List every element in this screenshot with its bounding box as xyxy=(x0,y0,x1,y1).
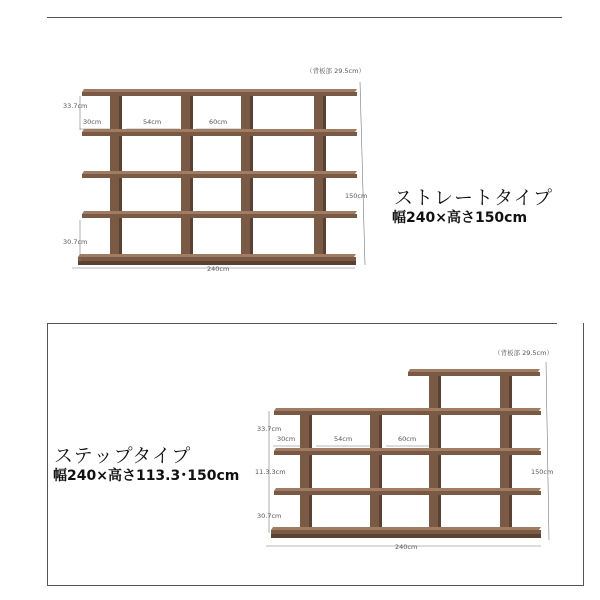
step-base-board xyxy=(271,530,541,534)
step-w54-label: 54cm xyxy=(334,435,353,443)
step-shelf-board-3 xyxy=(274,451,541,455)
straight-shelf-gap-label: 33.7cm xyxy=(63,102,88,110)
step-title: ステップタイプ xyxy=(54,445,192,467)
step-height-low-label: 11.3.3cm xyxy=(255,468,286,476)
step-post-2-side xyxy=(379,413,382,535)
step-shelf-board-2 xyxy=(274,411,541,415)
straight-bottom-gap-label: 30.7cm xyxy=(63,238,88,246)
step-shelf-board-2-top xyxy=(274,408,541,411)
step-shelf-board-1-top xyxy=(408,369,540,372)
straight-w54-label: 54cm xyxy=(143,118,162,126)
step-back-label: （背板部 29.5cm） xyxy=(494,349,553,357)
step-base-edge xyxy=(271,534,541,538)
straight-height-label: 150cm xyxy=(345,192,368,200)
step-shelf-gap-label: 33.7cm xyxy=(257,425,282,433)
step-shelf-board-4-top xyxy=(274,488,541,491)
step-size: 幅240×高さ113.3･150cm xyxy=(53,468,240,484)
step-post-1-side xyxy=(309,413,312,535)
step-height-label: 150cm xyxy=(531,468,554,476)
step-base-board-top xyxy=(271,527,541,530)
step-shelf-board-1 xyxy=(408,372,540,376)
step-shelf-board-3-top xyxy=(274,448,541,451)
step-w30-label: 30cm xyxy=(277,435,296,443)
straight-w30-label: 30cm xyxy=(83,118,102,126)
straight-size: 幅240×高さ150cm xyxy=(392,210,528,226)
straight-w60-label: 60cm xyxy=(209,118,228,126)
straight-title: ストレートタイプ xyxy=(394,187,554,209)
step-width-label: 240cm xyxy=(395,543,418,551)
step-bottom-gap-label: 30.7cm xyxy=(257,512,282,520)
step-w60-label: 60cm xyxy=(398,435,417,443)
step-shelf-board-4 xyxy=(274,491,541,495)
straight-width-label: 240cm xyxy=(207,265,230,273)
straight-back-label: （背板部 29.5cm） xyxy=(306,67,365,75)
step-shelf xyxy=(271,369,541,538)
